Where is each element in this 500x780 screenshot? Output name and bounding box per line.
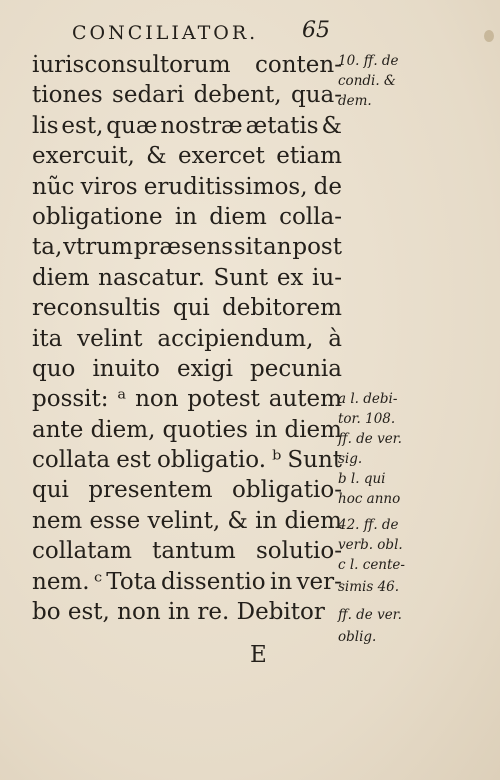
word: eruditissimos, <box>143 173 308 200</box>
text-line <box>32 324 342 354</box>
word: ᶜ <box>93 568 102 595</box>
word: est <box>116 447 151 474</box>
word: presentem <box>88 477 213 504</box>
word: non <box>135 386 179 413</box>
catchword: E <box>250 642 267 668</box>
word: ex <box>276 264 304 291</box>
word: in <box>255 507 278 534</box>
margin-note: hoc anno <box>338 491 401 507</box>
word: debent, <box>193 82 282 109</box>
word: & <box>146 143 167 170</box>
margin-note: tor. 108. <box>338 411 396 427</box>
margin-note: c l. cente- <box>338 557 405 573</box>
word: potest <box>187 386 260 413</box>
word: qui <box>172 295 210 322</box>
text-line <box>32 384 342 414</box>
margin-note: condi. & <box>338 73 396 89</box>
word: tiones <box>32 82 103 109</box>
text-line <box>32 475 342 505</box>
word: dissentio <box>161 568 266 595</box>
word: collatam <box>32 538 132 565</box>
word: possit: <box>32 386 109 413</box>
word: exercuit, <box>32 143 135 170</box>
word: nem. <box>32 568 90 595</box>
word: diem <box>284 416 342 443</box>
word: in <box>270 568 293 595</box>
text-line <box>32 141 342 171</box>
word: in <box>255 416 278 443</box>
word: præsens <box>133 234 234 261</box>
word: sit <box>233 234 263 261</box>
text-line <box>32 263 342 293</box>
word: vtrum <box>63 234 133 261</box>
text-line <box>32 506 342 536</box>
margin-note: sig. <box>338 451 363 467</box>
word: ᵇ <box>272 447 282 474</box>
word: nascatur. <box>98 264 205 291</box>
margin-note: simis 46. <box>338 579 400 595</box>
word: obligatione <box>32 203 163 230</box>
word: exigi <box>176 355 233 382</box>
word: qui <box>32 477 69 504</box>
word: Sunt <box>287 447 342 474</box>
margin-note: 42. ff. de <box>338 517 399 533</box>
word: est, <box>61 112 104 139</box>
page-number: 65 <box>302 18 330 43</box>
text-line: bo est, non in re. Debitor <box>32 599 325 626</box>
running-title: CONCILIATOR. <box>72 22 259 44</box>
text-line <box>32 232 342 262</box>
margin-note: ff. de ver. <box>338 607 402 623</box>
word: ætatis <box>245 112 319 139</box>
word: collata <box>32 447 111 474</box>
word: ᵃ <box>117 386 127 413</box>
word: diem <box>209 203 267 230</box>
text-line <box>32 536 342 566</box>
word: pecunia <box>250 355 342 382</box>
word: à <box>328 325 342 352</box>
word: solutio- <box>255 538 342 565</box>
word: accipiendum, <box>157 325 314 352</box>
word: an <box>263 234 292 261</box>
margin-note: ff. de ver. <box>338 431 402 447</box>
text-line <box>32 172 342 202</box>
margin-note: dem. <box>338 93 372 109</box>
word: ver- <box>296 568 342 595</box>
margin-note: b l. qui <box>338 471 386 487</box>
word: conten- <box>255 52 342 78</box>
word: iurisconsultorum <box>32 52 231 78</box>
page-edge-mark <box>484 30 494 42</box>
word: & <box>227 507 248 534</box>
word: ante <box>32 416 84 443</box>
main-text-block <box>32 50 342 627</box>
margin-note: a l. debi- <box>338 391 398 407</box>
word: velint, <box>147 507 221 534</box>
text-line <box>32 415 342 445</box>
word: quæ <box>106 112 158 139</box>
word: post <box>292 234 342 261</box>
word: autem <box>268 386 342 413</box>
word: debitorem <box>222 295 342 322</box>
word: quoties <box>162 416 248 443</box>
word: ita <box>32 325 63 352</box>
word: & <box>321 112 342 139</box>
word: nostræ <box>160 112 243 139</box>
text-line <box>32 50 342 80</box>
word: etiam <box>276 143 342 170</box>
word: viros <box>80 173 138 200</box>
word: diem <box>32 264 90 291</box>
word: Sunt <box>213 264 269 291</box>
word: ta, <box>32 234 63 261</box>
text-line <box>32 354 342 384</box>
page-header <box>72 18 330 44</box>
word: obligatio. <box>156 447 267 474</box>
word: quo <box>32 355 76 382</box>
margin-note: oblig. <box>338 629 377 645</box>
text-line <box>32 111 342 141</box>
word: lis <box>32 112 59 139</box>
text-line <box>32 202 342 232</box>
word: obligatio- <box>232 477 342 504</box>
text-line <box>32 293 342 323</box>
word: iu- <box>312 264 342 291</box>
margin-note: 10. ff. de <box>338 53 399 69</box>
word: in <box>174 203 198 230</box>
text-line <box>32 80 342 110</box>
word: colla- <box>279 203 342 230</box>
word: Tota <box>106 568 157 595</box>
word: nem <box>32 507 83 534</box>
word: diem <box>284 507 342 534</box>
word: inuito <box>92 355 160 382</box>
word: exercet <box>177 143 265 170</box>
margin-note: verb. obl. <box>338 537 403 553</box>
word: diem, <box>90 416 156 443</box>
word: velint <box>77 325 143 352</box>
word: de <box>313 173 342 200</box>
word: qua- <box>290 82 342 109</box>
word: reconsultis <box>32 295 161 322</box>
word: sedari <box>112 82 185 109</box>
word: esse <box>89 507 141 534</box>
word: nũc <box>32 173 75 200</box>
text-line <box>32 445 342 475</box>
word: tantum <box>152 538 236 565</box>
text-line <box>32 567 342 597</box>
